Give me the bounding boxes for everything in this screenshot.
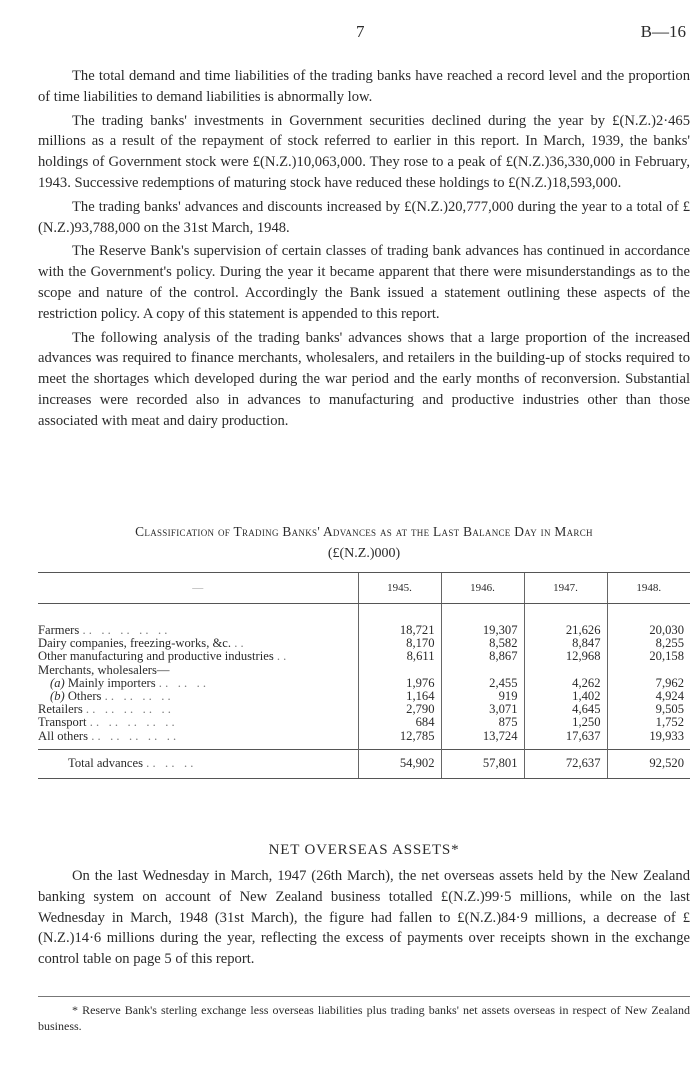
leader-dots: . . [276, 650, 287, 664]
row-label-cell [38, 664, 358, 677]
value-cell-1945: 54,902 [358, 749, 441, 778]
spacer-cell [524, 604, 607, 625]
section-text [38, 866, 690, 973]
value-cell-1945 [358, 664, 441, 677]
paragraph-5: The following analysis of the trading banks' advances shows that a large proportion of the increased advances was required to finance merchants, wholesalers, and retailers in the building-up of stocks required to meet the shortages which developed during the war period and the early months of reconversion. Substantial increases were recorded also in advances to manufacturing and productive industries other than those associated with meat and dairy production. [38, 329, 690, 429]
advances-table [38, 572, 690, 779]
value-cell-1945: 18,721 [358, 624, 441, 637]
leader-dots: . . [234, 637, 244, 651]
value-cell-1946: 8,582 [441, 637, 524, 650]
leader-dots: . . . . . . . . . . [85, 703, 171, 717]
value-cell-1946: 8,867 [441, 650, 524, 663]
value-cell-1948: 92,520 [607, 749, 690, 778]
value-cell-1946 [441, 664, 524, 677]
value-cell-1946: 2,455 [441, 677, 524, 690]
spacer-row [38, 604, 690, 625]
value-cell-1948: 19,933 [607, 730, 690, 743]
table-row [38, 716, 690, 729]
table-unit: (£(N.Z.)000) [327, 546, 401, 561]
row-label: Other manufacturing and productive industries [38, 650, 274, 664]
value-cell-1948: 20,030 [607, 624, 690, 637]
row-label-cell [38, 749, 358, 778]
spacer-cell [607, 604, 690, 625]
row-label-cell [38, 637, 358, 650]
year-header-1946: 1946. [441, 573, 524, 604]
footnote: * Reserve Bank's sterling exchange less overseas liabilities plus trading banks' net assets overseas in respect of New Zealand business. [38, 1003, 690, 1033]
section-heading: NET OVERSEAS ASSETS* [268, 842, 460, 858]
paragraph-4: The Reserve Bank's supervision of certain classes of trading bank advances has continued in accordance with the Government's policy. During the year it became apparent that there were misunderstandings as to the scope and nature of the control. Accordingly the Bank issued a statement outlining these aspects of the restriction policy. A copy of this statement is appended to this report. [38, 243, 690, 322]
value-cell-1948 [607, 664, 690, 677]
value-cell-1947: 1,250 [524, 716, 607, 729]
row-label: (a) Mainly importers [50, 676, 156, 690]
table-caption: Classification of Trading Banks' Advances as at the Last Balance Day in March [135, 524, 593, 539]
row-label: Total advances [68, 756, 143, 771]
spacer-cell [358, 604, 441, 625]
row-label-cell [38, 624, 358, 637]
total-row [38, 749, 690, 778]
leader-dots: . . . . . . [158, 676, 207, 690]
table-row [38, 650, 690, 663]
value-cell-1945: 12,785 [358, 730, 441, 743]
stub-header: — [38, 573, 358, 604]
row-label: Retailers [38, 703, 83, 717]
leader-dots: . . . . . . . . . . [89, 716, 175, 730]
paragraph-1: The total demand and time liabilities of the trading banks have reached a record level and the proportion of time liabilities to demand liabilities is abnormally low. [38, 68, 690, 105]
value-cell-1947 [524, 664, 607, 677]
row-label: Transport [38, 716, 87, 730]
row-label-cell [38, 716, 358, 729]
year-header-1945: 1945. [358, 573, 441, 604]
value-cell-1948: 1,752 [607, 716, 690, 729]
year-header-1947: 1947. [524, 573, 607, 604]
value-cell-1947: 72,637 [524, 749, 607, 778]
table-row [38, 664, 690, 677]
row-label-cell [38, 650, 358, 663]
value-cell-1945: 684 [358, 716, 441, 729]
leader-dots: . . . . . . . . . . [82, 624, 168, 637]
value-cell-1946: 13,724 [441, 730, 524, 743]
value-cell-1946: 875 [441, 716, 524, 729]
document-reference: B—16 [640, 22, 686, 41]
value-cell-1948: 4,924 [607, 690, 690, 703]
body-text [38, 66, 690, 435]
value-cell-1945: 1,164 [358, 690, 441, 703]
footnote-rule [38, 996, 690, 997]
spacer-cell [38, 604, 358, 625]
value-cell-1946: 919 [441, 690, 524, 703]
spacer-cell [441, 604, 524, 625]
value-cell-1948: 7,962 [607, 677, 690, 690]
row-label: Farmers [38, 624, 80, 637]
row-label-cell [38, 703, 358, 716]
row-label-cell [38, 730, 358, 743]
value-cell-1947: 12,968 [524, 650, 607, 663]
value-cell-1947: 8,847 [524, 637, 607, 650]
section-paragraph: On the last Wednesday in March, 1947 (26th March), the net overseas assets held by the New Zealand banking system on account of New Zealand business totalled £(N.Z.)99·5 millions, while on the last Wednesday in March, 1948 (31st March), the figure had fallen to £(N.Z.)84·9 millions, a decrease of £(N.Z.)14·6 millions during the year, reflecting the excess of payments over receipts shown in the exchange control table on page 5 of this report. [38, 868, 690, 968]
value-cell-1947: 4,645 [524, 703, 607, 716]
row-label-cell [38, 677, 358, 690]
row-label-cell [38, 690, 358, 703]
table-header-row [38, 573, 690, 604]
table-body [38, 604, 690, 779]
value-cell-1947: 1,402 [524, 690, 607, 703]
value-cell-1947: 17,637 [524, 730, 607, 743]
value-cell-1948: 9,505 [607, 703, 690, 716]
leader-dots: . . . . . . [146, 756, 194, 771]
row-label: Dairy companies, freezing-works, &c. [38, 637, 232, 651]
value-cell-1948: 20,158 [607, 650, 690, 663]
value-cell-1946: 57,801 [441, 749, 524, 778]
value-cell-1948: 8,255 [607, 637, 690, 650]
row-label: All others [38, 729, 89, 743]
leader-dots: . . . . . . . . . . [91, 729, 177, 743]
paragraph-2: The trading banks' investments in Government securities declined during the year by £(N.Z.)2·465 millions as a result of the repayment of stock referred to earlier in this report. In March, 1939, the banks' holdings of Government stock were £(N.Z.)10,063,000. They rose to a peak of £(N.Z.)36,330,000 in February, 1943. Successive redemptions of maturing stock have reduced these holdings to £(N.Z.)18,593,000. [38, 112, 690, 191]
value-cell-1945: 8,611 [358, 650, 441, 663]
row-label: Merchants, wholesalers— [38, 663, 170, 677]
year-header-1948: 1948. [607, 573, 690, 604]
value-cell-1945: 2,790 [358, 703, 441, 716]
value-cell-1945: 8,170 [358, 637, 441, 650]
value-cell-1947: 21,626 [524, 624, 607, 637]
row-label: (b) Others [50, 690, 102, 704]
value-cell-1946: 19,307 [441, 624, 524, 637]
paragraph-3: The trading banks' advances and discounts increased by £(N.Z.)20,777,000 during the year to a total of £(N.Z.)93,788,000 on the 31st March, 1948. [38, 198, 690, 236]
value-cell-1946: 3,071 [441, 703, 524, 716]
value-cell-1945: 1,976 [358, 677, 441, 690]
page-number: 7 [356, 22, 365, 41]
value-cell-1947: 4,262 [524, 677, 607, 690]
leader-dots: . . . . . . . . [104, 690, 171, 704]
table-row [38, 730, 690, 743]
